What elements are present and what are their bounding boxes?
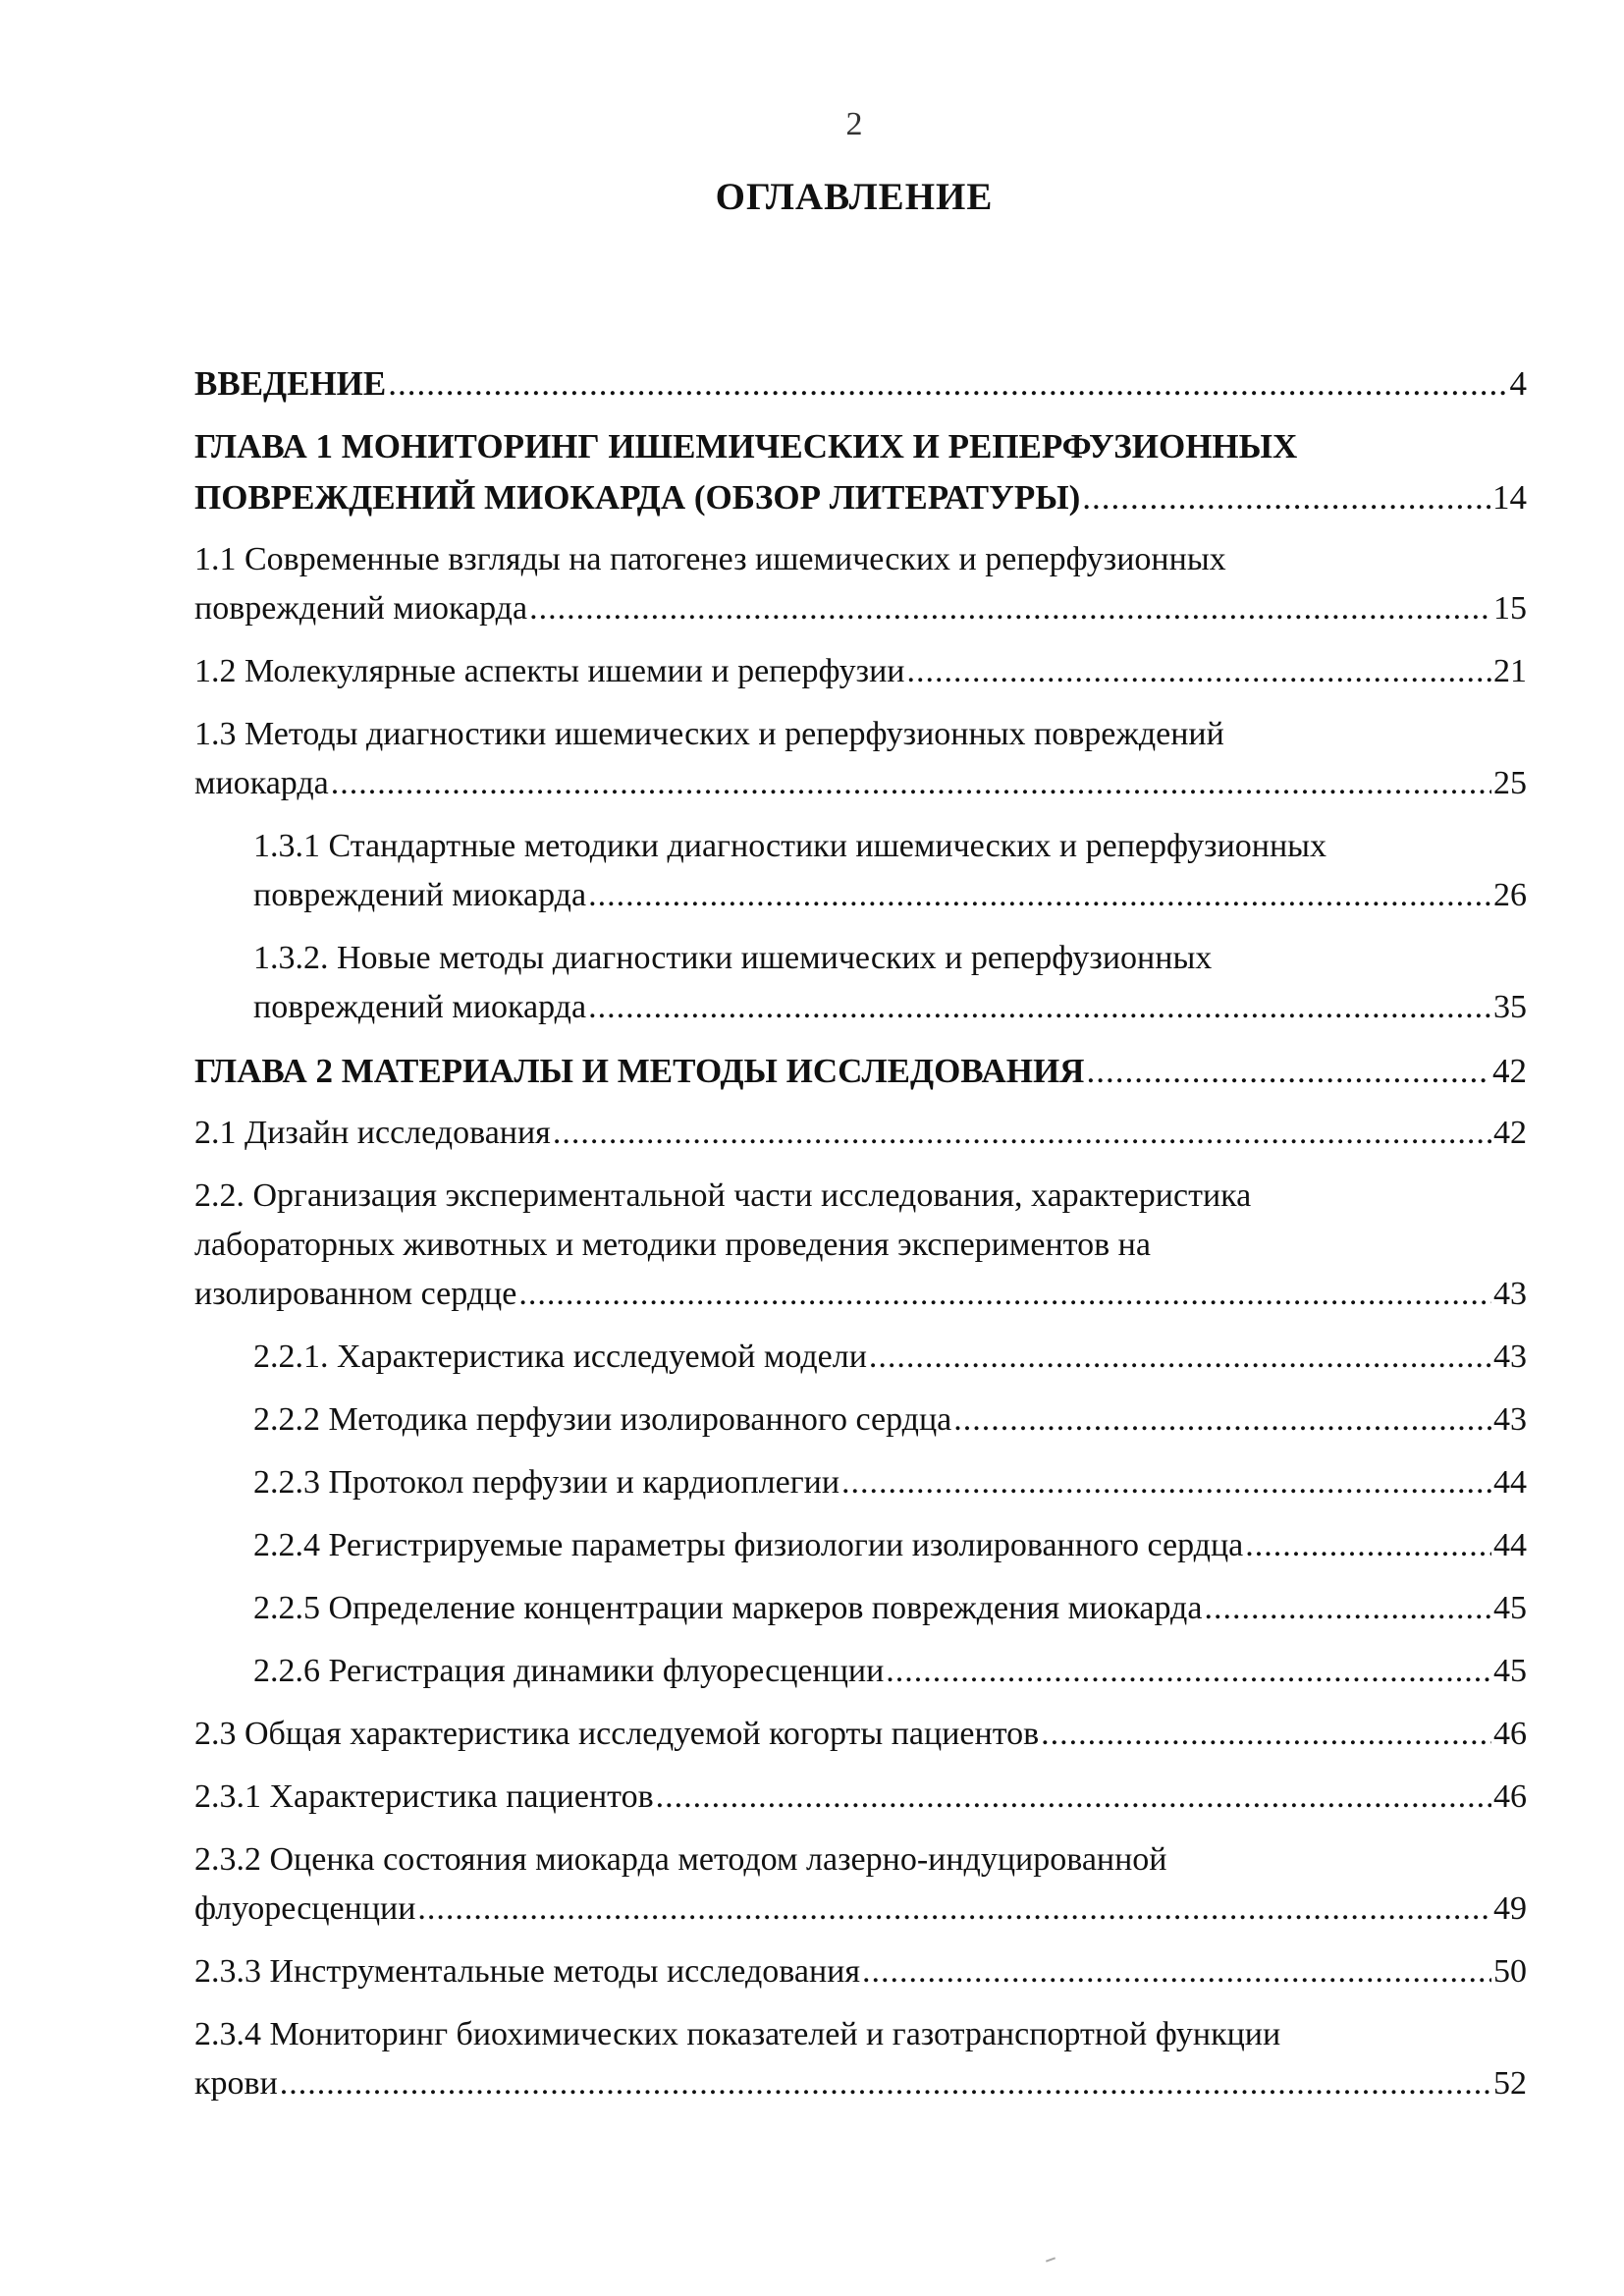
- toc-entry-title-line: ГЛАВА 1 МОНИТОРИНГ ИШЕМИЧЕСКИХ И РЕПЕРФУЗИОННЫХ: [194, 427, 1298, 465]
- toc-entry-title-line: 1.1 Современные взгляды на патогенез ишемических и реперфузионных: [194, 541, 1226, 577]
- toc-entry-title: 2.2.4 Регистрируемые параметры физиологии изолированного сердца: [253, 1527, 1244, 1563]
- toc-entry-page: 45: [1493, 1653, 1527, 1689]
- toc-entry-page: 15: [1493, 590, 1527, 627]
- toc-entry[interactable]: [194, 1172, 1527, 1319]
- toc-heading: ОГЛАВЛЕНИЕ: [715, 176, 994, 218]
- dot-leader: [553, 1109, 1491, 1158]
- toc-entry[interactable]: [194, 647, 1527, 696]
- toc-entry-title: 2.2.5 Определение концентрации маркеров повреждения миокарда: [253, 1590, 1203, 1626]
- toc-entry-title: миокарда: [194, 765, 329, 801]
- toc-entry[interactable]: [194, 1046, 1527, 1097]
- toc-entry-final-line: [194, 1270, 1527, 1319]
- toc-entry-page: 14: [1492, 478, 1527, 517]
- toc-entry-page: 42: [1493, 1115, 1527, 1151]
- toc-entry[interactable]: [194, 1458, 1527, 1507]
- dot-leader: [331, 759, 1491, 808]
- toc-entry-title: повреждений миокарда: [253, 989, 587, 1025]
- toc-entry-page: 42: [1492, 1052, 1527, 1090]
- toc-entry-final-line: [194, 472, 1527, 523]
- dot-leader: [588, 983, 1491, 1032]
- toc-entry-title-line: 1.3 Методы диагностики ишемических и реперфузионных повреждений: [194, 716, 1224, 752]
- toc-entry-page: 50: [1493, 1953, 1527, 1990]
- toc-entry[interactable]: [194, 358, 1527, 410]
- toc-entry-page: 4: [1509, 364, 1527, 403]
- toc-entry-final-line: [253, 1647, 1527, 1696]
- toc-entry[interactable]: [194, 1647, 1527, 1696]
- toc-entry-title: 2.2.2 Методика перфузии изолированного сердца: [253, 1401, 952, 1438]
- toc-entry-page: 25: [1493, 765, 1527, 801]
- toc-entry-title: ВВЕДЕНИЕ: [194, 364, 387, 403]
- toc-entry-title-line: 2.2. Организация экспериментальной части исследования, характеристика: [194, 1177, 1252, 1214]
- toc-entry[interactable]: [194, 1395, 1527, 1445]
- toc-entry[interactable]: [194, 1333, 1527, 1382]
- toc-entry-final-line: [194, 1046, 1527, 1097]
- scan-mark: [1046, 2257, 1056, 2262]
- toc-entry[interactable]: [194, 1109, 1527, 1158]
- toc-entry[interactable]: [194, 1773, 1527, 1822]
- toc-entry-final-line: [253, 983, 1527, 1032]
- toc-entry-final-line: [194, 1773, 1527, 1822]
- toc-entry-page: 44: [1493, 1464, 1527, 1501]
- toc-entry-final-line: [194, 584, 1527, 633]
- dot-leader: [518, 1270, 1491, 1319]
- toc-entry-final-line: [253, 1521, 1527, 1570]
- toc-entry-title: 2.2.1. Характеристика исследуемой модели: [253, 1339, 867, 1375]
- toc-entry-title: 2.3.1 Характеристика пациентов: [194, 1778, 654, 1815]
- dot-leader: [953, 1395, 1491, 1445]
- toc-entry-final-line: [194, 358, 1527, 410]
- toc-entry-title: ГЛАВА 2 МАТЕРИАЛЫ И МЕТОДЫ ИССЛЕДОВАНИЯ: [194, 1052, 1085, 1090]
- toc-entry[interactable]: [194, 2010, 1527, 2108]
- dot-leader: [529, 584, 1491, 633]
- toc-entry-page: 21: [1493, 653, 1527, 689]
- toc-entry-title: 1.2 Молекулярные аспекты ишемии и реперфузии: [194, 653, 905, 689]
- dot-leader: [862, 1947, 1491, 1996]
- toc-entry[interactable]: [194, 1584, 1527, 1633]
- toc-entry-title: повреждений миокарда: [253, 877, 587, 913]
- toc-entry-page: 43: [1493, 1276, 1527, 1312]
- toc-entry-page: 35: [1493, 989, 1527, 1025]
- toc-entry[interactable]: [194, 710, 1527, 808]
- toc-entry-page: 49: [1493, 1890, 1527, 1927]
- toc-entry-final-line: [253, 871, 1527, 920]
- toc-entry-page: 44: [1493, 1527, 1527, 1563]
- toc-entry-title: 2.3 Общая характеристика исследуемой когорты пациентов: [194, 1716, 1040, 1752]
- toc-entry-final-line: [253, 1333, 1527, 1382]
- toc-entry-title: 2.3.3 Инструментальные методы исследования: [194, 1953, 860, 1990]
- toc-entry[interactable]: [194, 822, 1527, 920]
- dot-leader: [841, 1458, 1491, 1507]
- toc-entry-final-line: [194, 1947, 1527, 1996]
- dot-leader: [588, 871, 1491, 920]
- toc-entry[interactable]: [194, 934, 1527, 1032]
- toc-entry-page: 26: [1493, 877, 1527, 913]
- dot-leader: [1041, 1710, 1491, 1759]
- toc-entry-title-line: лабораторных животных и методики проведения экспериментов на: [194, 1227, 1151, 1263]
- toc-entry-final-line: [253, 1395, 1527, 1445]
- toc-entry-final-line: [194, 1885, 1527, 1934]
- toc-entry-title: 2.2.6 Регистрация динамики флуоресценции: [253, 1653, 885, 1689]
- toc-entry-page: 45: [1493, 1590, 1527, 1626]
- toc-entry-final-line: [194, 759, 1527, 808]
- toc-entry-final-line: [253, 1458, 1527, 1507]
- dot-leader: [1245, 1521, 1491, 1570]
- toc-entry-title: изолированном сердце: [194, 1276, 517, 1312]
- toc-entry[interactable]: [194, 1835, 1527, 1934]
- toc-entry[interactable]: [194, 1521, 1527, 1570]
- toc-entry-title-line: 1.3.2. Новые методы диагностики ишемических и реперфузионных: [253, 940, 1213, 976]
- toc-entry-final-line: [194, 2059, 1527, 2108]
- table-of-contents: [194, 358, 1527, 2122]
- toc-entry[interactable]: [194, 535, 1527, 633]
- toc-entry-final-line: [194, 1109, 1527, 1158]
- toc-entry-title: крови: [194, 2065, 278, 2102]
- toc-entry-page: 43: [1493, 1401, 1527, 1438]
- page-number: 2: [845, 106, 863, 142]
- dot-leader: [869, 1333, 1491, 1382]
- toc-entry-title: флуоресценции: [194, 1890, 416, 1927]
- toc-entry-final-line: [194, 1710, 1527, 1759]
- dot-leader: [388, 358, 1507, 410]
- dot-leader: [1086, 1046, 1490, 1097]
- toc-entry-title: 2.1 Дизайн исследования: [194, 1115, 551, 1151]
- dot-leader: [280, 2059, 1491, 2108]
- toc-entry-title-line: 2.3.4 Мониторинг биохимических показателей и газотранспортной функции: [194, 2016, 1281, 2052]
- toc-entry[interactable]: [194, 421, 1527, 523]
- toc-entry-title: 2.2.3 Протокол перфузии и кардиоплегии: [253, 1464, 840, 1501]
- toc-entry-title-line: 1.3.1 Стандартные методики диагностики ишемических и реперфузионных: [253, 828, 1327, 864]
- dot-leader: [417, 1885, 1491, 1934]
- toc-entry-page: 46: [1493, 1778, 1527, 1815]
- toc-entry-page: 52: [1493, 2065, 1527, 2102]
- toc-entry-page: 43: [1493, 1339, 1527, 1375]
- dot-leader: [886, 1647, 1491, 1696]
- toc-entry-title: ПОВРЕЖДЕНИЙ МИОКАРДА (ОБЗОР ЛИТЕРАТУРЫ): [194, 478, 1081, 517]
- toc-entry[interactable]: [194, 1710, 1527, 1759]
- toc-entry-final-line: [253, 1584, 1527, 1633]
- dot-leader: [906, 647, 1491, 696]
- toc-entry-title: повреждений миокарда: [194, 590, 528, 627]
- toc-entry-page: 46: [1493, 1716, 1527, 1752]
- toc-entry[interactable]: [194, 1947, 1527, 1996]
- dot-leader: [1082, 472, 1490, 523]
- dot-leader: [1204, 1584, 1491, 1633]
- toc-entry-title-line: 2.3.2 Оценка состояния миокарда методом лазерно-индуцированной: [194, 1841, 1167, 1878]
- dot-leader: [656, 1773, 1491, 1822]
- toc-entry-final-line: [194, 647, 1527, 696]
